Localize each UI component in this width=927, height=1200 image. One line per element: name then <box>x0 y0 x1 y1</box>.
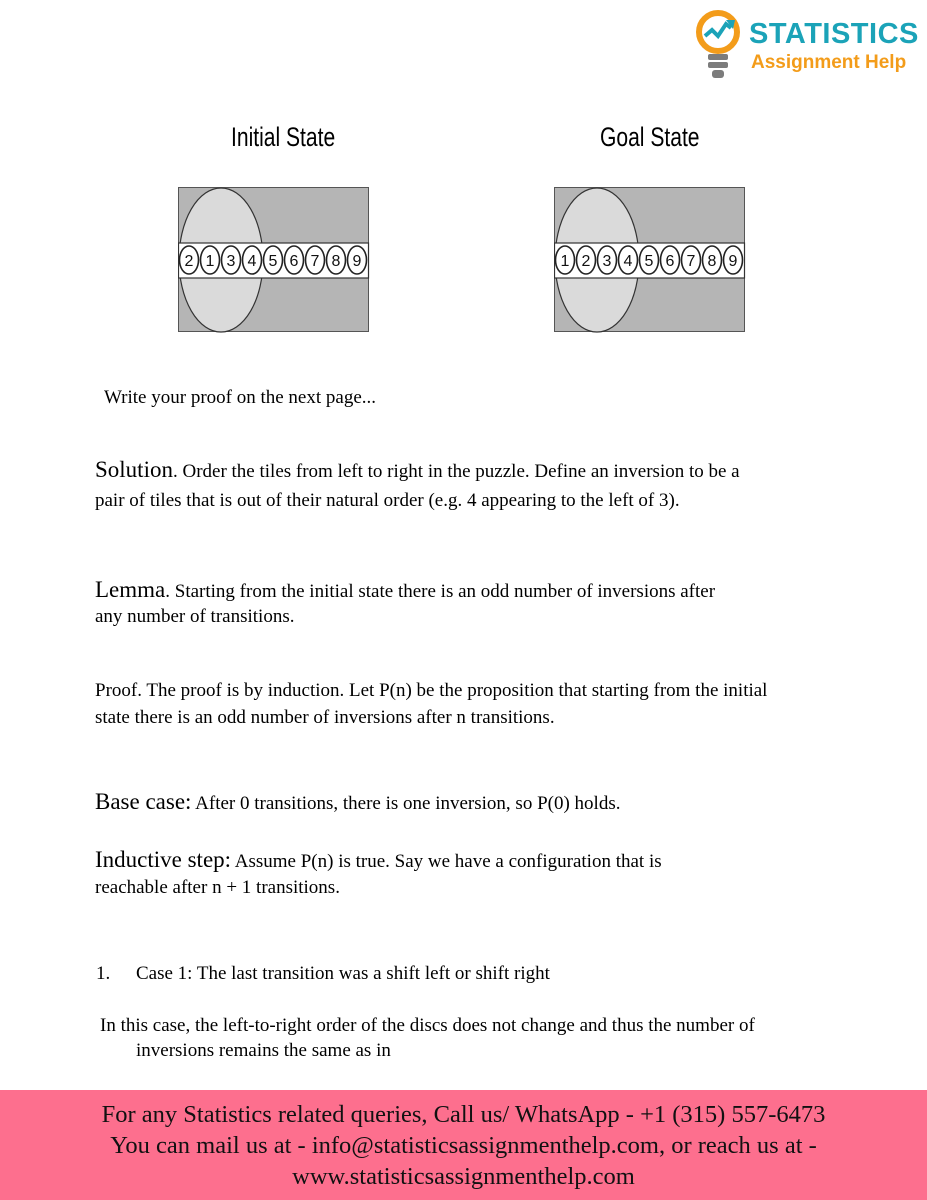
goal-state-puzzle <box>554 187 746 333</box>
goal-tile-label-5: 5 <box>644 253 654 270</box>
lemma-heading: Lemma <box>95 577 166 602</box>
lightbulb-icon <box>693 6 747 82</box>
footer-email-line: You can mail us at - info@statisticsassignmenthelp.com, or reach us at - <box>110 1132 817 1159</box>
initial-tile-label-9: 9 <box>352 253 362 270</box>
proof-line-1: Proof. The proof is by induction. Let P(n) be the proposition that starting from the initial <box>95 680 768 701</box>
initial-tile-label-4: 4 <box>247 253 257 270</box>
goal-tile-label-2: 2 <box>581 253 591 270</box>
inductive-heading: Inductive step: <box>95 847 232 872</box>
solution-paragraph <box>95 456 740 485</box>
logo-subtitle: Assignment Help <box>751 52 907 73</box>
solution-heading: Solution <box>95 457 173 482</box>
goal-tile-row <box>556 246 743 274</box>
initial-state-title: Initial State <box>231 122 336 152</box>
initial-tile-label-2: 2 <box>184 253 194 270</box>
instruction-text: Write your proof on the next page... <box>104 387 377 408</box>
case-number: 1. <box>96 963 111 984</box>
goal-tile-label-3: 3 <box>602 253 612 270</box>
initial-tile-row <box>180 246 367 274</box>
initial-tile-label-7: 7 <box>310 253 320 270</box>
initial-tile-label-3: 3 <box>226 253 236 270</box>
solution-line-2: pair of tiles that is out of their natural order (e.g. 4 appearing to the left of 3). <box>95 490 680 511</box>
base-case-text: After 0 transitions, there is one inversion, so P(0) holds. <box>191 793 621 814</box>
logo <box>693 6 923 82</box>
lemma-line-1: . Starting from the initial state there is an odd number of inversions after <box>165 581 716 602</box>
goal-tile-label-1: 1 <box>560 253 570 270</box>
inductive-paragraph <box>95 846 662 875</box>
footer-website-link[interactable]: www.statisticsassignmenthelp.com <box>292 1163 635 1190</box>
inductive-line-2: reachable after n + 1 transitions. <box>95 877 340 898</box>
logo-title: STATISTICS <box>749 18 919 50</box>
case-line-2: inversions remains the same as in <box>136 1040 391 1061</box>
base-case-paragraph <box>95 788 620 817</box>
initial-tile-label-6: 6 <box>289 253 299 270</box>
goal-state-title: Goal State <box>600 122 700 152</box>
base-case-heading: Base case: <box>95 789 192 814</box>
initial-state-puzzle <box>178 187 370 333</box>
initial-tile-label-8: 8 <box>331 253 341 270</box>
inductive-line-1: Assume P(n) is true. Say we have a configuration that is <box>231 851 662 872</box>
lemma-line-2: any number of transitions. <box>95 606 295 627</box>
contact-footer <box>0 1090 927 1200</box>
goal-tile-label-6: 6 <box>665 253 675 270</box>
goal-tile-label-7: 7 <box>686 253 696 270</box>
lemma-paragraph <box>95 576 715 605</box>
case-line-1: In this case, the left-to-right order of the discs does not change and thus the number of <box>100 1015 755 1036</box>
case-1-title: Case 1: The last transition was a shift left or shift right <box>136 963 550 984</box>
solution-line-1: . Order the tiles from left to right in the puzzle. Define an inversion to be a <box>172 461 740 482</box>
goal-tile-label-9: 9 <box>728 253 738 270</box>
initial-tile-label-1: 1 <box>205 253 215 270</box>
goal-tile-label-8: 8 <box>707 253 717 270</box>
initial-tile-label-5: 5 <box>268 253 278 270</box>
goal-tile-label-4: 4 <box>623 253 633 270</box>
footer-phone-line: For any Statistics related queries, Call us/ WhatsApp - +1 (315) 557-6473 <box>101 1101 826 1128</box>
proof-line-2: state there is an odd number of inversions after n transitions. <box>95 707 555 728</box>
